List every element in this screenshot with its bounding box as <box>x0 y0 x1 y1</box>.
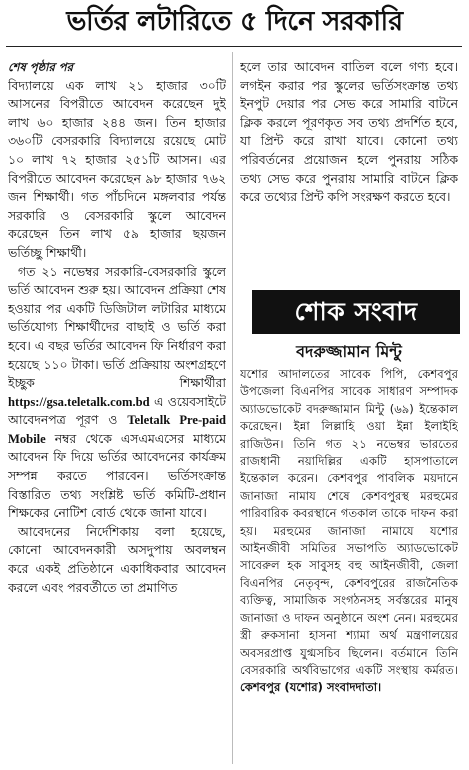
right-para-1: হলে তার আবেদন বাতিল বলে গণ্য হবে। লগইন করার পর স্কুলের ভর্তিসংক্রান্ত তথ্য ইনপুট দেয়ার পর সেভ করে সামারি বাটনে ক্লিক করলে পূরণকৃত সব তথ্য প্রদর্শিত হবে, যা প্রিন্ট করে রাখা যাবে। কোনো তথ্য পরিবর্তনের প্রয়োজন হলে পুনরায় সঠিক তথ্য সেভ করে পুনরায় সামারি বাটনে ক্লিক করে তথ্যের প্রিন্ট কপি সংরক্ষণ করতে হবে। <box>240 59 458 205</box>
obituary-byline: কেশবপুর (যশোর) সংবাদদাতা। <box>240 680 382 695</box>
left-para-2 <box>8 263 226 523</box>
obituary-body <box>240 366 458 766</box>
left-para-1 <box>8 58 226 263</box>
left-para-2c: নম্বর থেকে এসএমএসের মাধ্যমে আবেদন ফি দিয়ে ভর্তির আবেদনের কার্যক্রম সম্পন্ন করতে পারবেন। ভর্তিসংক্রান্ত বিস্তারিত তথ্য সংশ্লিষ্ট ভর্তি কমিটি-প্রধান শিক্ষকের নোটিশ বোর্ড থেকে জানা যাবে। <box>8 430 226 521</box>
left-column <box>8 58 226 766</box>
left-para-1-text: বিদ্যালয়ে এক লাখ ২১ হাজার ৩০টি আসনের বিপরীতে আবেদন করেছেন দুই লাখ ৬০ হাজার ২৪৪ জন। তিন হাজার ৩৬০টি বেসরকারি বিদ্যালয়ে রয়েছে মোট ১০ লাখ ৭২ হাজার ২৫১টি আসন। এর বিপরীতে আবেদন করেছেন ৯৮ হাজার ৭৬২ জন শিক্ষার্থী। গত পাঁচদিনে মঙ্গলবার পর্যন্ত সরকারি ও বেসরকারি স্কুলে আবেদন করেছেন তিন লাখ ৫৯ হাজার ছয়জন ভর্তিচ্ছু শিক্ষার্থী। <box>8 77 226 260</box>
right-column-top <box>240 58 458 280</box>
left-para-2a: গত ২১ নভেম্বর সরকারি-বেসরকারি স্কুলে ভর্তি আবেদন শুরু হয়। আবেদন প্রক্রিয়া শেষ হওয়ার পর একটি ডিজিটাল লটারির মাধ্যমে ভর্তিযোগ্য শিক্ষার্থীদের বাছাই ও ভর্তি করা হবে। এ বছর ভর্তির আবেদন ফি নির্ধারণ করা হয়েছে ১১০ টাকা। ভর্তি প্রক্রিয়ায় অংশগ্রহণে ইচ্ছুক শিক্ষার্থীরা <box>8 263 226 391</box>
left-para-3: আবেদনের নির্দেশিকায় বলা হয়েছে, কোনো আবেদনকারী অসদুপায় অবলম্বন করে একই প্রতিষ্ঠানে একাধিকবার আবেদন করলে এবং পরবর্তীতে তা প্রমাণিত <box>8 523 226 595</box>
column-divider <box>232 52 233 764</box>
left-para-2b: এ ওয়েবসাইটে আবেদনপত্র পূরণ ও <box>8 393 226 428</box>
headline: ভর্তির লটারিতে ৫ দিনে সরকারি <box>66 6 403 37</box>
headline-rule <box>6 46 462 47</box>
obituary-text <box>240 366 458 697</box>
obituary-section-title: শোক সংবাদ <box>252 290 460 334</box>
admission-url: https://gsa.teletalk.com.bd <box>8 394 150 409</box>
obituary-name: বদরুজ্জামান মিন্টু <box>296 342 402 361</box>
obituary-body-text: যশোর আদালতের সাবেক পিপি, কেশবপুর উপজেলা বিএনপির সাবেক সাধারণ সম্পাদক অ্যাডভোকেট বদরুজ্জামান মিন্টু (৬৯) ইন্তেকাল করেছেন। ইন্না লিল্লাহি ওয়া ইন্না ইলাইহি রাজিউন। তিনি গত ২১ নভেম্বর ভারতের রাজধানী নয়াদিল্লির একটি হাসপাতালে ইন্তেকাল করেন। কেশবপুর পাবলিক ময়দানে জানাজা নামায শেষে কেশবপুরস্থ মরহুমের পারিবারিক কবরস্থানে গতকাল তাকে দাফন করা হয়। মরহুমের জানাজা নামাযে যশোর আইনজীবী সমিতির সভাপতি অ্যাডভোকেট সাবেরুল হক সাবুসহ বহু আইনজীবী, জেলা বিএনপির নেতৃবৃন্দ, কেশবপুরের রাজনৈতিক ব্যক্তিত্ব, সামাজিক সংগঠনসহ সর্বস্তরের মানুষ জানাজা ও দাফন অনুষ্ঠানে অংশ নেন। মরহুমের স্ত্রী রুকসানা হাসনা শ্যামা অর্থ মন্ত্রণালয়ের অবসরপ্রাপ্ত যুগ্মসচিব ছিলেন। বর্তমানে তিনি বেসরকারি অর্থবিভাগের একটি সংস্থায় কর্মরত। <box>240 367 458 677</box>
teletalk-text: Teletalk Pre-paid Mobile <box>8 413 226 446</box>
continued-label: শেষ পৃষ্ঠার পর <box>8 60 73 74</box>
